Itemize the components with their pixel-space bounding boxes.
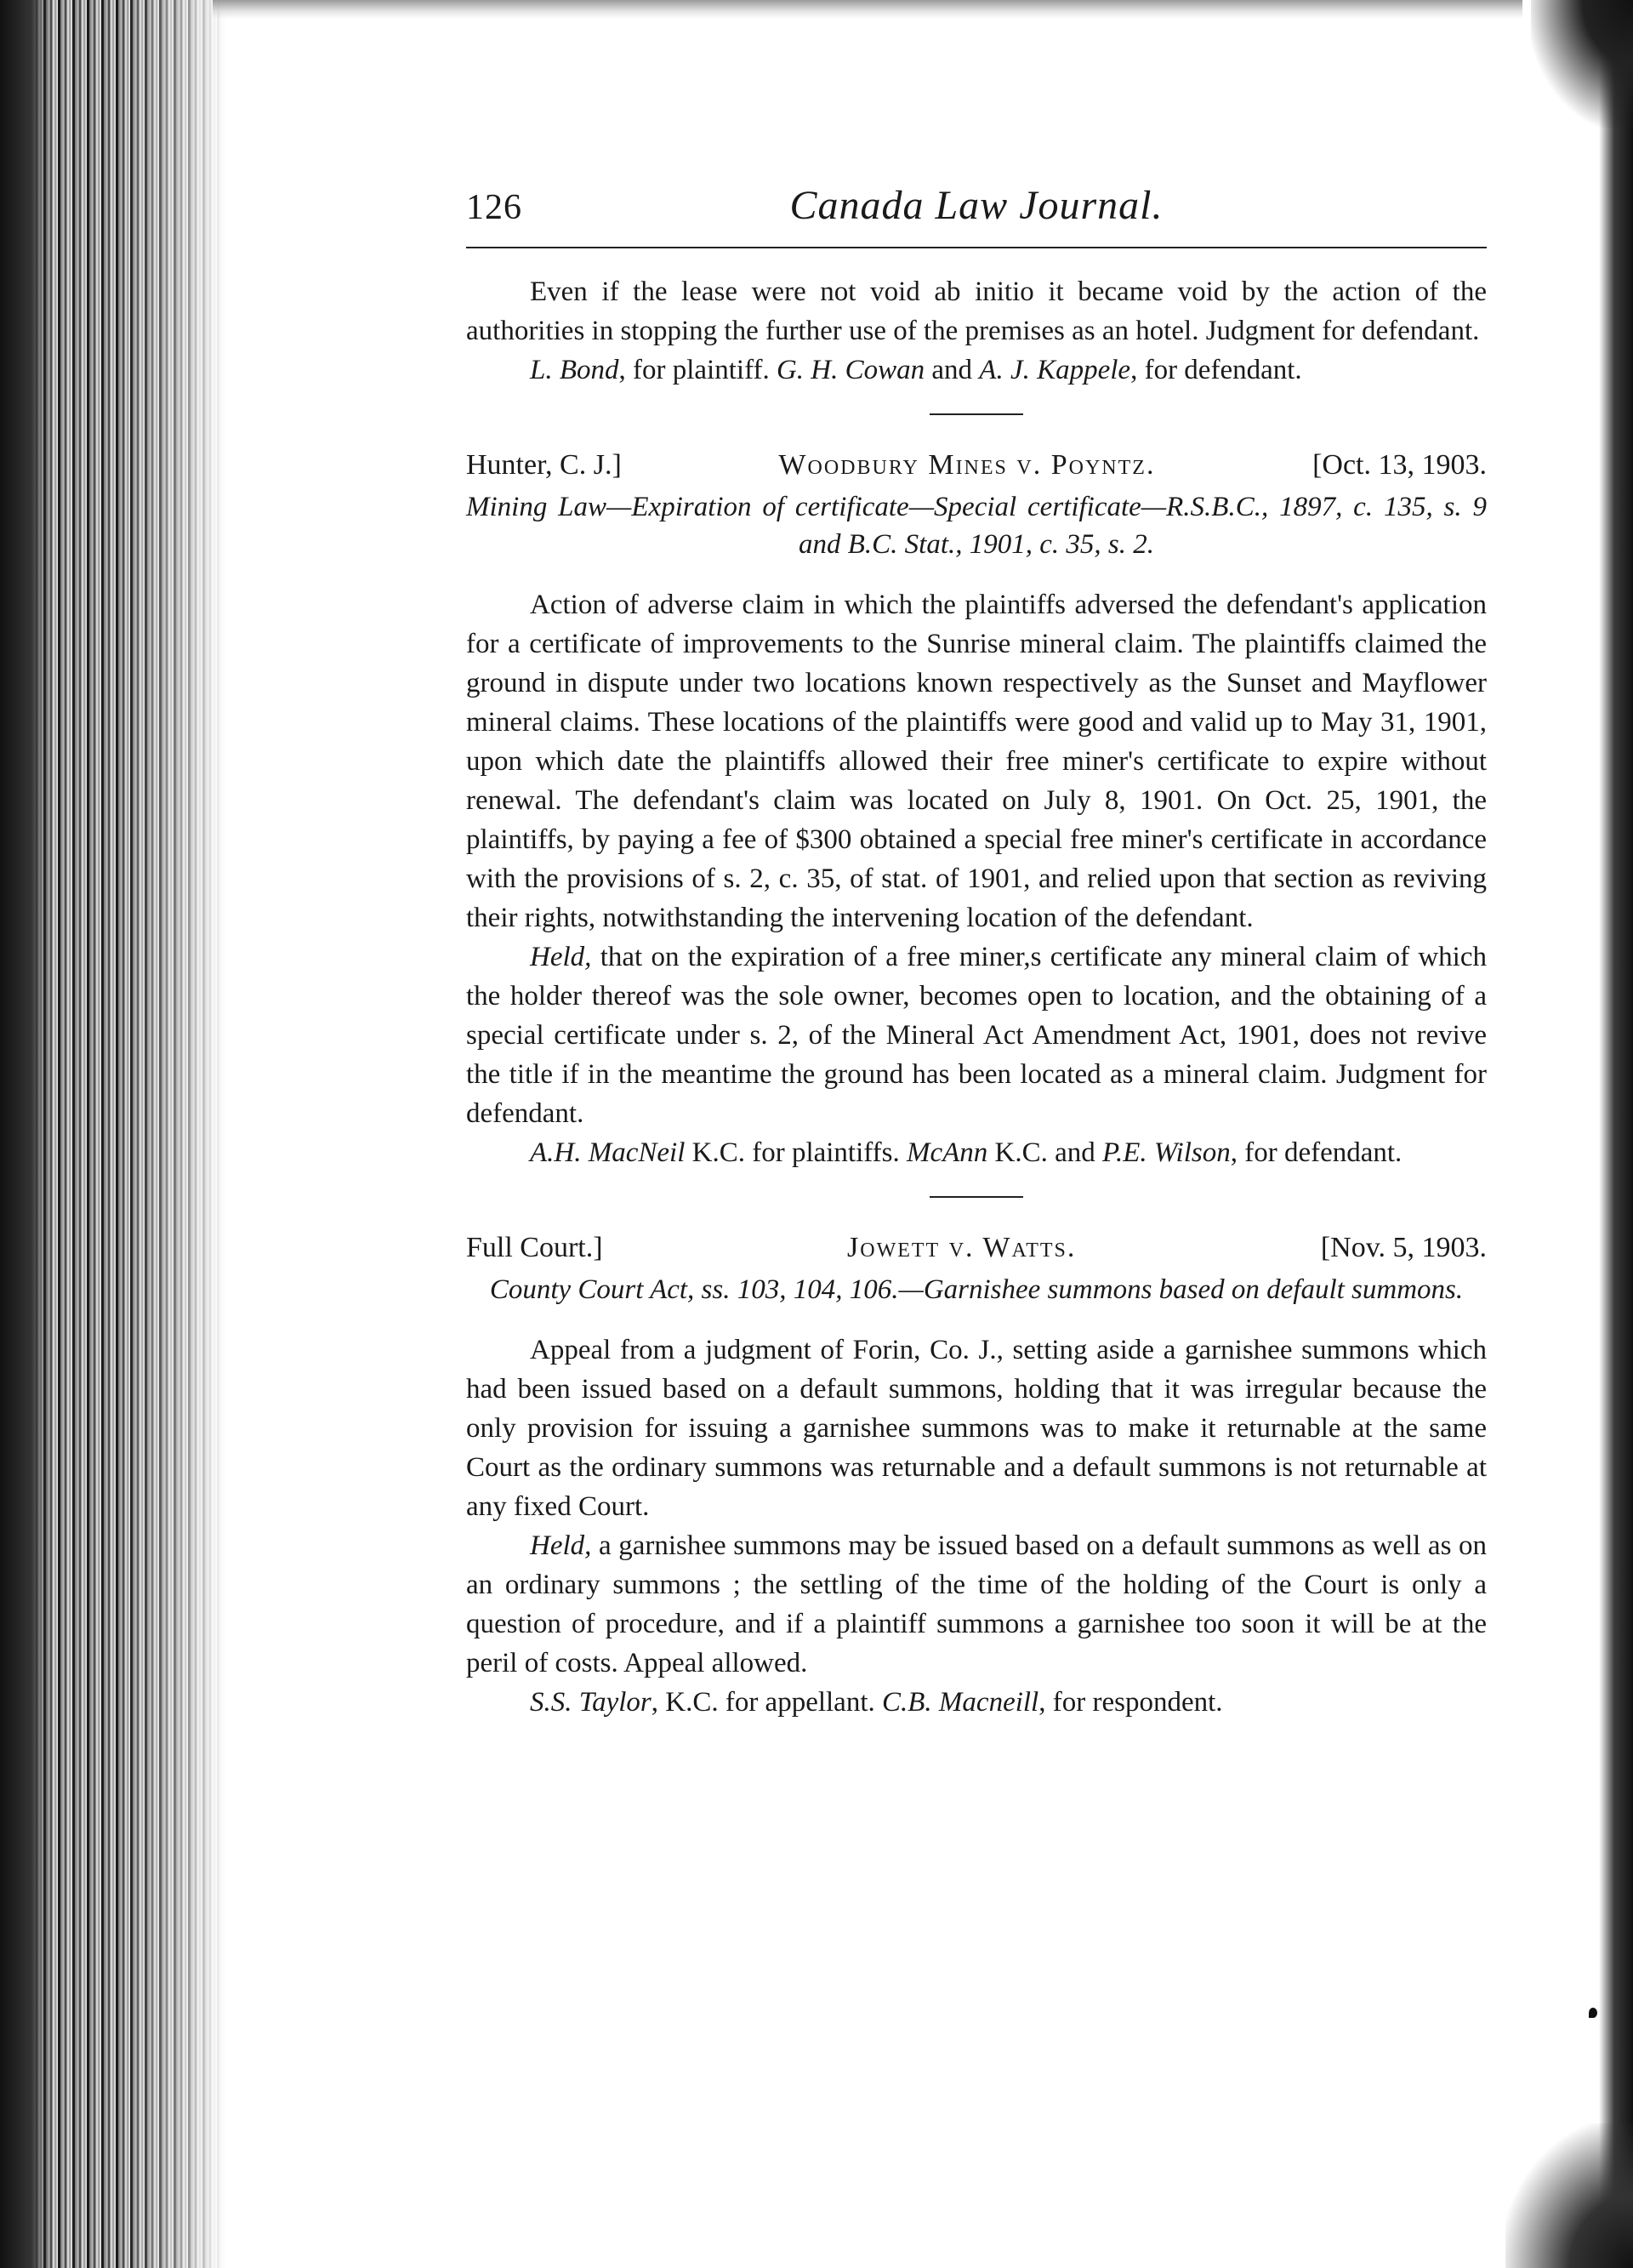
counsel-role: K.C. for plaintiffs. [685, 1137, 900, 1168]
counsel-role: , for plaintiff. [618, 355, 770, 385]
counsel-role: , for respondent. [1038, 1687, 1223, 1718]
scan-speck [1589, 2008, 1597, 2018]
running-head [466, 179, 1487, 248]
case-judge: Hunter, C. J.] [466, 449, 622, 481]
counsel-role: , for defendant. [1130, 355, 1302, 385]
case-court: Full Court.] [466, 1232, 603, 1263]
counsel-role: , K.C. for appellant. [651, 1687, 875, 1718]
held-word: Held, [530, 942, 592, 972]
case-heading [466, 1232, 1487, 1264]
counsel-name: A. J. Kappele [979, 355, 1131, 385]
case-name: Woodbury Mines v. Poyntz. [778, 449, 1156, 481]
page-number: 126 [466, 188, 522, 227]
case-date: [Nov. 5, 1903. [1320, 1232, 1487, 1263]
case-headnote: County Court Act, ss. 103, 104, 106.—Garnishee summons based on default summons. [489, 1274, 1464, 1305]
section-divider [930, 413, 1023, 415]
counsel-name: C.B. Macneill [882, 1687, 1039, 1718]
counsel-name: S.S. Taylor [530, 1687, 651, 1718]
case-facts-paragraph: Action of adverse claim in which the plaintiffs adversed the defendant's application for a certificate of improvements to the Sunrise mineral claim. The plaintiffs claimed the ground in dispute under two locations known respectively as the Sunset and Mayflower mineral claims. These locations of the plaintiffs were good and valid up to May 31, 1901, upon which date the plaintiffs allowed their free miner's certificate to expire without renewal. The defendant's claim was located on July 8, 1901. On Oct. 25, 1901, the plaintiffs, by paying a fee of $300 obtained a special free miner's certificate in accordance with the provisions of s. 2, c. 35, of stat. of 1901, and relied upon that section as reviving their rights, notwithstanding the intervening location of the defendant. [466, 590, 1487, 933]
counsel-name: A.H. MacNeil [530, 1137, 686, 1168]
counsel-name: McAnn [907, 1137, 988, 1168]
case-counsel [466, 1683, 1487, 1722]
case-holding-paragraph [466, 1526, 1487, 1683]
held-word: Held, [530, 1530, 592, 1561]
case-headnote: Mining Law—Expiration of certificate—Special certificate—R.S.B.C., 1897, c. 135, s. 9 and B.C. Stat., 1901, c. 35, s. 2. [466, 492, 1487, 560]
counsel-connector: and [925, 355, 980, 385]
continued-counsel [466, 350, 1487, 390]
counsel-name: L. Bond [530, 355, 619, 385]
case-facts-paragraph: Appeal from a judgment of Forin, Co. J., setting aside a garnishee summons which had been issued based on a default summons, holding that it was irregular because the only provision for issuing a garnishee summons was to make it returnable at the same Court as the ordinary summons was returnable and a default summons is not returnable at any fixed Court. [466, 1335, 1487, 1522]
scan-left-edge [0, 0, 51, 2268]
continued-paragraph: Even if the lease were not void ab initio it became void by the action of the authorities in stopping the further use of the premises as an hotel. Judgment for defendant. [466, 276, 1487, 346]
journal-page [466, 179, 1487, 1722]
case-heading [466, 449, 1487, 482]
journal-title: Canada Law Journal. [789, 183, 1164, 228]
case-date: [Oct. 13, 1903. [1312, 449, 1487, 481]
section-divider [930, 1196, 1023, 1198]
case-counsel [466, 1133, 1487, 1172]
counsel-role: , for defendant. [1230, 1137, 1403, 1168]
held-text: a garnishee summons may be issued based on a default summons as well as on an ordinary summons ; the settling of the time of the holding of the Court is only a question of procedure, and if a plaintiff summons a garnishee too soon it will be at the peril of costs. Appeal allowed. [466, 1530, 1487, 1678]
scan-right-edge [1599, 0, 1633, 2268]
case-holding-paragraph [466, 937, 1487, 1133]
scan-corner-top-right [1531, 0, 1633, 128]
scan-top-edge [213, 0, 1522, 19]
counsel-name: G. H. Cowan [776, 355, 925, 385]
counsel-name: P.E. Wilson [1102, 1137, 1231, 1168]
scan-corner-bottom-right [1505, 2123, 1633, 2268]
held-text: that on the expiration of a free miner,s certificate any mineral claim of which the holder thereof was the sole owner, becomes open to location, and the obtaining of a special certificate under s. 2, of the Mineral Act Amendment Act, 1901, does not revive the title if in the meantime the ground has been located as a mineral claim. Judgment for defendant. [466, 942, 1487, 1129]
page-body [466, 272, 1487, 1722]
counsel-connector: K.C. and [987, 1137, 1103, 1168]
case-name: Jowett v. Watts. [847, 1232, 1077, 1263]
